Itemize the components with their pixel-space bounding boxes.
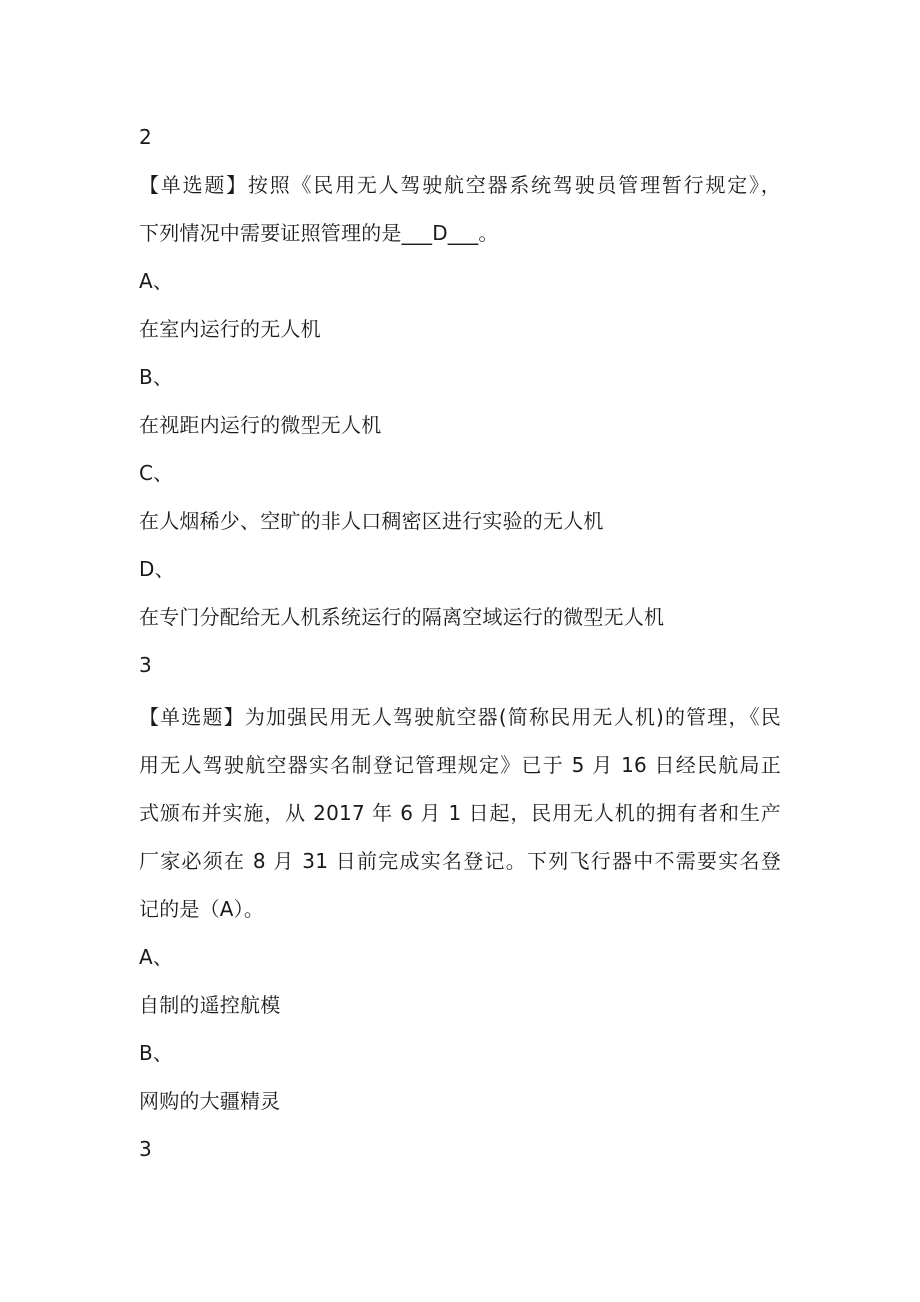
option-letter: D、: [139, 557, 175, 581]
question-stem-line: 【单选题】按照《民用无人驾驶航空器系统驾驶员管理暂行规定》，: [139, 173, 781, 197]
question-stem-line: 下列情况中需要证照管理的是___D___。: [139, 221, 499, 245]
option-text: 网购的大疆精灵: [139, 1089, 281, 1113]
option-letter: A、: [139, 945, 174, 969]
option-letter: B、: [139, 1041, 174, 1065]
question-stem-line: 厂家必须在 8 月 31 日前完成实名登记。下列飞行器中不需要实名登: [139, 849, 781, 873]
option-text: 在视距内运行的微型无人机: [139, 413, 382, 437]
question-stem-line: 【单选题】为加强民用无人驾驶航空器(简称民用无人机)的管理，《民: [139, 705, 781, 729]
option-text: 在室内运行的无人机: [139, 317, 321, 341]
question-number: 3: [139, 1137, 152, 1161]
option-text: 在人烟稀少、空旷的非人口稠密区进行实验的无人机: [139, 509, 604, 533]
question-stem-line: 记的是（A）。: [139, 897, 265, 921]
option-text: 在专门分配给无人机系统运行的隔离空域运行的微型无人机: [139, 605, 665, 629]
question-stem-line: 式颁布并实施，从 2017 年 6 月 1 日起，民用无人机的拥有者和生产: [139, 801, 781, 825]
question-number: 3: [139, 653, 152, 677]
question-stem-line: 用无人驾驶航空器实名制登记管理规定》已于 5 月 16 日经民航局正: [139, 753, 781, 777]
option-letter: B、: [139, 365, 174, 389]
question-number: 2: [139, 125, 152, 149]
option-text: 自制的遥控航模: [139, 993, 281, 1017]
option-letter: A、: [139, 269, 174, 293]
option-letter: C、: [139, 461, 174, 485]
